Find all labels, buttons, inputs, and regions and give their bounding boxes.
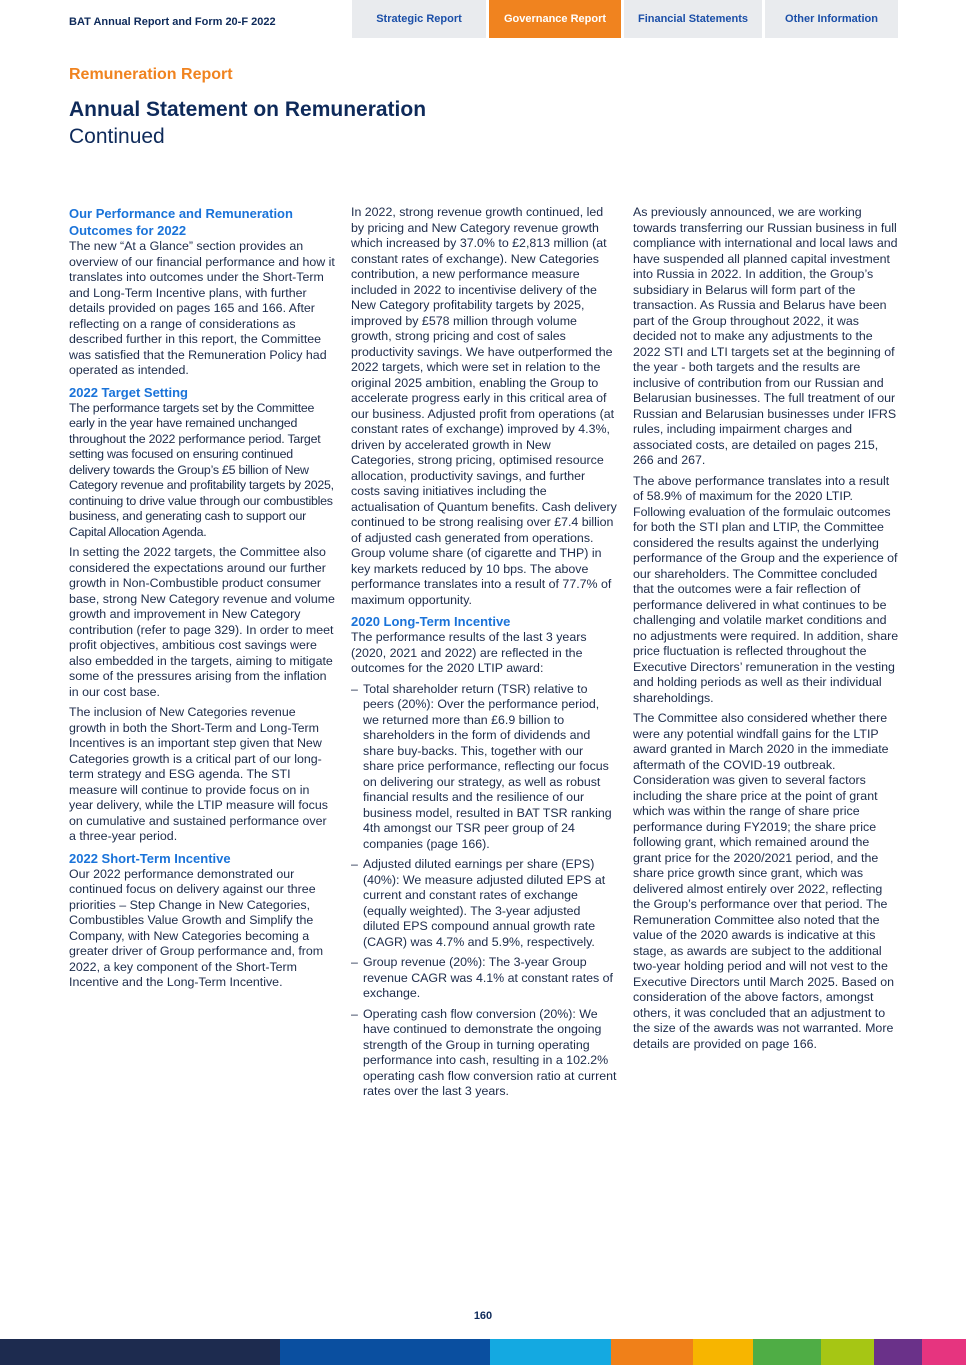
paragraph: In setting the 2022 targets, the Committee also considered the expectations around our further growth in Non-Combustible product consumer base, strong New Category revenue and volume growth and improvement in New Category contribution (refer to page 329). In order to meet profit objectives, ambitious cost savings were also embedded in the targets, aiming to mitigate some of the pressures arising from the inflation in our cost base. [69,545,335,699]
paragraph: Our 2022 performance demonstrated our continued focus on delivery against our three priorities – Step Change in New Categories, Combustibles Value Growth and Simplify the Company, with New Categories becoming a greater driver of Group performance and, from 2022, a key component of the Short-Term Incentive and the Long-Term Incentive. [69,866,324,989]
tab-financial-statements[interactable]: Financial Statements [624,0,762,38]
heading-short-term-incentive: 2022 Short-Term Incentive [69,850,231,866]
ltip-measures-list [351,682,617,1100]
footer-color-segment [874,1339,922,1365]
paragraph: The Committee also considered whether there were any potential windfall gains for the LTIP award granted in March 2020 in the immediate aftermath of the COVID-19 outbreak. Consideration was given to several factors including the share price at the point of grant which was within the range of share price performance during FY2019; the share price following grant, which remained around the grant price for the 2020/2021 period, and the share price growth since grant, which was delivered almost entirely over 2022, reflecting the Group’s performance over that period. The Remuneration Committee also noted that the value of the 2020 awards is indicative at this stage, as awards are subject to the additional two-year holding period and will not vest to the Executive Directors until March 2025. Based on consideration of the above factors, amongst others, it was concluded that an adjustment to the size of the awards was not warranted. More details are provided on page 166. [633,711,895,1051]
footer-color-segment [490,1339,611,1365]
footer-color-segment [693,1339,753,1365]
paragraph: As previously announced, we are working towards transferring our Russian business in full compliance with international and local laws and have suspended all planned capital investment into Russia in 2022. In addition, the Group’s subsidiary in Belarus will form part of the transaction. As Russia and Belarus have been part of the Group throughout 2022, it was decided not to make any adjustments to the 2022 STI and LTI targets set at the beginning of the year - both targets and the results are inclusive of contribution from our Russian and Belarusian businesses. The full treatment of our Russian and Belarusian businesses under IFRS rules, including impairment charges and associated costs, are detailed on pages 215, 266 and 267. [633,205,898,467]
footer-color-segment [922,1339,966,1365]
section-label: Remuneration Report [69,66,233,83]
footer-color-segment [611,1339,693,1365]
page-subtitle: Continued [69,125,165,148]
footer-color-segment [280,1339,490,1365]
list-item: – Operating cash flow conversion (20%): We have continued to demonstrate the ongoing strength of the Group in turning operating performance into cash, resulting in a 102.2% operating cash flow conversion ratio at current rates over the last 3 years. [351,1007,617,1100]
heading-performance-outcomes: Our Performance and Remuneration Outcomes for 2022 [69,206,293,238]
tab-governance-report[interactable]: Governance Report [489,0,621,38]
list-item: – Group revenue (20%): The 3-year Group revenue CAGR was 4.1% at constant rates of exchange. [351,955,617,1002]
heading-long-term-incentive: 2020 Long-Term Incentive [351,614,511,629]
top-navigation-bar [0,0,966,38]
paragraph: The above performance translates into a result of 58.9% of maximum for the 2020 LTIP. Following evaluation of the formulaic outcomes for both the STI plan and LTIP, the Committee considered the results against the underlying performance of the Group and the experience of our shareholders. The Committee concluded that the outcomes were a fair reflection of performance delivered in what continues to be challenging and volatile market conditions and no adjustments were required. In addition, share price fluctuation is reflected throughout the Executive Directors’ remuneration in the vesting and holding periods as well as their individual shareholdings. [633,473,899,705]
footer-color-segment [753,1339,821,1365]
list-item: – Adjusted diluted earnings per share (EPS) (40%): We measure adjusted diluted EPS at current and constant rates of exchange (equally weighted). The 3-year adjusted diluted EPS compound annual growth rate (CAGR) was 4.7% and 5.9%, respectively. [351,857,617,950]
tab-other-information[interactable]: Other Information [765,0,898,38]
heading-target-setting: 2022 Target Setting [69,384,188,400]
footer-color-segment [821,1339,874,1365]
footer-color-segment [0,1339,280,1365]
list-item: – Total shareholder return (TSR) relative to peers (20%): Over the performance period, we returned more than £6.9 billion to shareholders in the form of dividends and share buy-backs. This, together with our share price performance, reflecting our focus on delivering our strategy, as well as robust financial results and the resilience of our business model, resulted in BAT TSR ranking 4th amongst our TSR peer group of 24 companies (page 166). [351,682,617,853]
section-tabs [352,0,898,38]
page-title: Annual Statement on Remuneration [69,98,427,121]
paragraph: In 2022, strong revenue growth continued, led by pricing and New Category revenue growth which increased by 37.0% to £2,813 million (at constant rates of exchange). New Categories contribution, a new performance measure included in 2022 to incentivise delivery of the New Category profitability targets by 2025, improved by £578 million through volume growth, strong pricing and cost of sales productivity savings. We have outperformed the 2022 targets, which were set in relation to the original 2025 ambition, enabling the Group to accelerate progress early in this critical area of our business. Adjusted profit from operations (at constant rates of exchange) improved by 4.3%, driven by accelerated growth in New Categories, strong pricing, optimised resource allocation, productivity savings, and further costs saving initiatives including the actualisation of Quantum benefits. Cash delivery continued to be strong realising over £7.4 billion of adjusted cash generated from operations. Group volume share (of cigarette and THP) in key markets reduced by 10 bps. The above performance translates into a result of 77.7% of maximum opportunity. [351,205,617,607]
page-number: 160 [473,1310,493,1322]
footer-color-bar [0,1339,966,1365]
paragraph: The performance results of the last 3 years (2020, 2021 and 2022) are reflected in the outcomes for the 2020 LTIP award: [351,630,587,675]
paragraph: The new “At a Glance” section provides an overview of our financial performance and how it translates into outcomes under the Short-Term and Long-Term Incentive plans, with further details provided on pages 165 and 166. After reflecting on a range of considerations as described further in this report, the Committee was satisfied that the Remuneration Policy had operated as intended. [69,239,335,377]
report-title: BAT Annual Report and Form 20-F 2022 [69,16,276,28]
paragraph: The inclusion of New Categories revenue growth in both the Short-Term and Long-Term Incentives is an important step given that New Categories growth is a critical part of our long-term strategy and ESG agenda. The STI measure will continue to provide focus on in year delivery, while the LTIP measure will focus on cumulative and sustained performance over a three-year period. [69,705,328,843]
column-right [633,205,899,1057]
column-middle [351,205,617,1105]
tab-strategic-report[interactable]: Strategic Report [352,0,486,38]
paragraph: The performance targets set by the Committee early in the year have remained unchanged throughout the 2022 performance period. Target setting was focused on ensuring continued delivery towards the Group’s £5 billion of New Category revenue and profitability targets by 2025, continuing to drive value through our combustibles business, and generating cash to support our Capital Allocation Agenda. [69,400,334,539]
column-left [69,205,335,996]
